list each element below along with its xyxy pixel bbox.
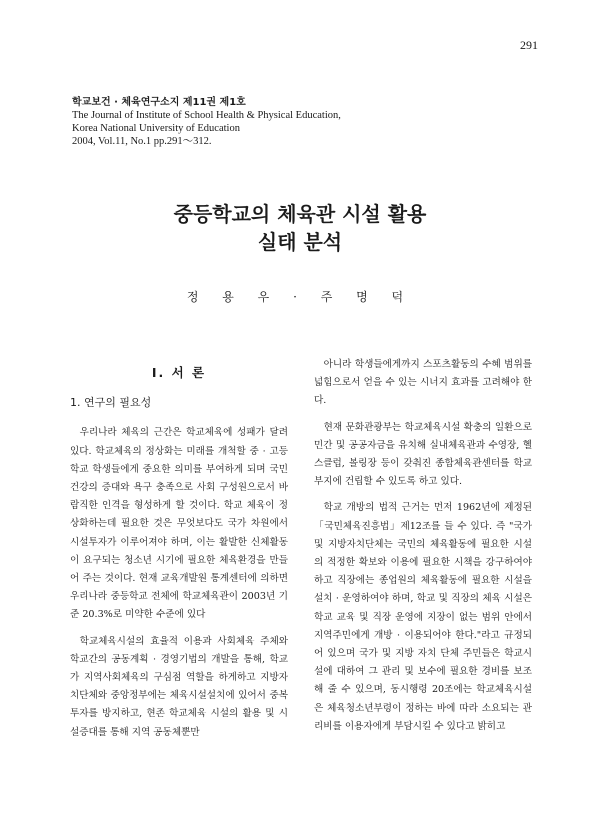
section-heading: I. 서 론: [151, 365, 207, 380]
title-line-1: 중등학교의 체육관 시설 활용: [173, 202, 427, 226]
paragraph: 학교체육시설의 효율적 이용과 사회체육 주체와 학교간의 공동계획 · 경영기법의 개발을 통해, 학교가 지역사회체육의 구심점 역할을 하게하고 지방자치단체와 중앙정부에는 체육시설설치에 있어서 중복투자를 방지하고, 현존 학교체육 시설의 활용 및 시설증대를 통해 지역 공동체뿐만: [70, 635, 288, 738]
authors: 정 용 우 · 주 명 덕: [186, 290, 414, 304]
journal-citation: 2004, Vol.11, No.1 pp.291～312.: [72, 136, 212, 147]
journal-korean-title: 학교보건 · 체육연구소지 제11권 제1호: [72, 97, 246, 108]
paragraph: 현재 문화관광부는 학교체육시설 확충의 일환으로 민간 및 공공자금을 유치해 실내체육관과 수영장, 헬스클럽, 볼링장 등이 갖춰진 종합체육관센터를 학교 부지에 건립할 수 있도록 하고 있다.: [314, 421, 532, 488]
paragraph: 아니라 학생들에게까지 스포츠활동의 수혜 범위를 넓힘으로서 얻을 수 있는 시너지 효과를 고려해야 한다.: [314, 359, 532, 407]
left-column: [70, 360, 288, 750]
journal-info: [72, 96, 472, 148]
paper-title: [0, 200, 600, 256]
paragraph: 우리나라 체육의 근간은 학교체육에 성패가 달려있다. 학교체육의 정상화는 미래를 개척할 중 · 고등학교 학생들에게 중요한 의미를 부여하게 되며 국민 건강의 증대와 욕구 충족으로 사회 구성원으로서 바람직한 인격을 형성하게 할 것이다. 학교 체육이 정상화하는데 필요한 것은 무엇보다도 국가 차원에서 시설투자가 이루어져야 하며, 이는 활발한 신체활동이 요구되는 청소년 시기에 필요한 체육환경을 만들어 주는 것이다. 현재 교육개발원 통계센터에 의하면 우리나라 중등학교 전체에 학교체육관이 2003년 기준 20.3%로 미약한 수준에 있다: [70, 427, 288, 621]
page-number: 291: [520, 38, 538, 52]
journal-institution: Korea National University of Education: [72, 123, 240, 134]
paragraph: 학교 개방의 법적 근거는 먼저 1962년에 제정된 「국민체육진흥법」제12조를 들 수 있다. 즉 "국가 및 지방자치단체는 국민의 체육활동에 필요한 시설의 적정한 확보와 이용에 필요한 시책을 강구하여야 하고 직장에는 종업원의 체육활동에 필요한 시설을 설치 · 운영하여야 하며, 학교 및 직장의 체육 시설은 학교 교육 및 직장 운영에 지장이 없는 범위 안에서 지역주민에게 개방 · 이용되어야 한다."라고 규정되어 있으며 국가 및 지방 자치 단체 주민들은 학교시설에 대하여 그 관리 및 보수에 필요한 경비를 보조해 줄 수 있으며, 동시행령 20조에는 학교체육시설은 체육청소년부령이 정하는 바에 따라 소요되는 관리비를 이용자에게 부담시킬 수 있다고 밝히고: [314, 502, 532, 732]
journal-english-title: The Journal of Institute of School Health & Physical Education,: [72, 110, 341, 121]
sub-heading: 1. 연구의 필요성: [70, 396, 152, 410]
right-column: [314, 356, 532, 744]
title-line-2: 실태 분석: [257, 230, 343, 254]
